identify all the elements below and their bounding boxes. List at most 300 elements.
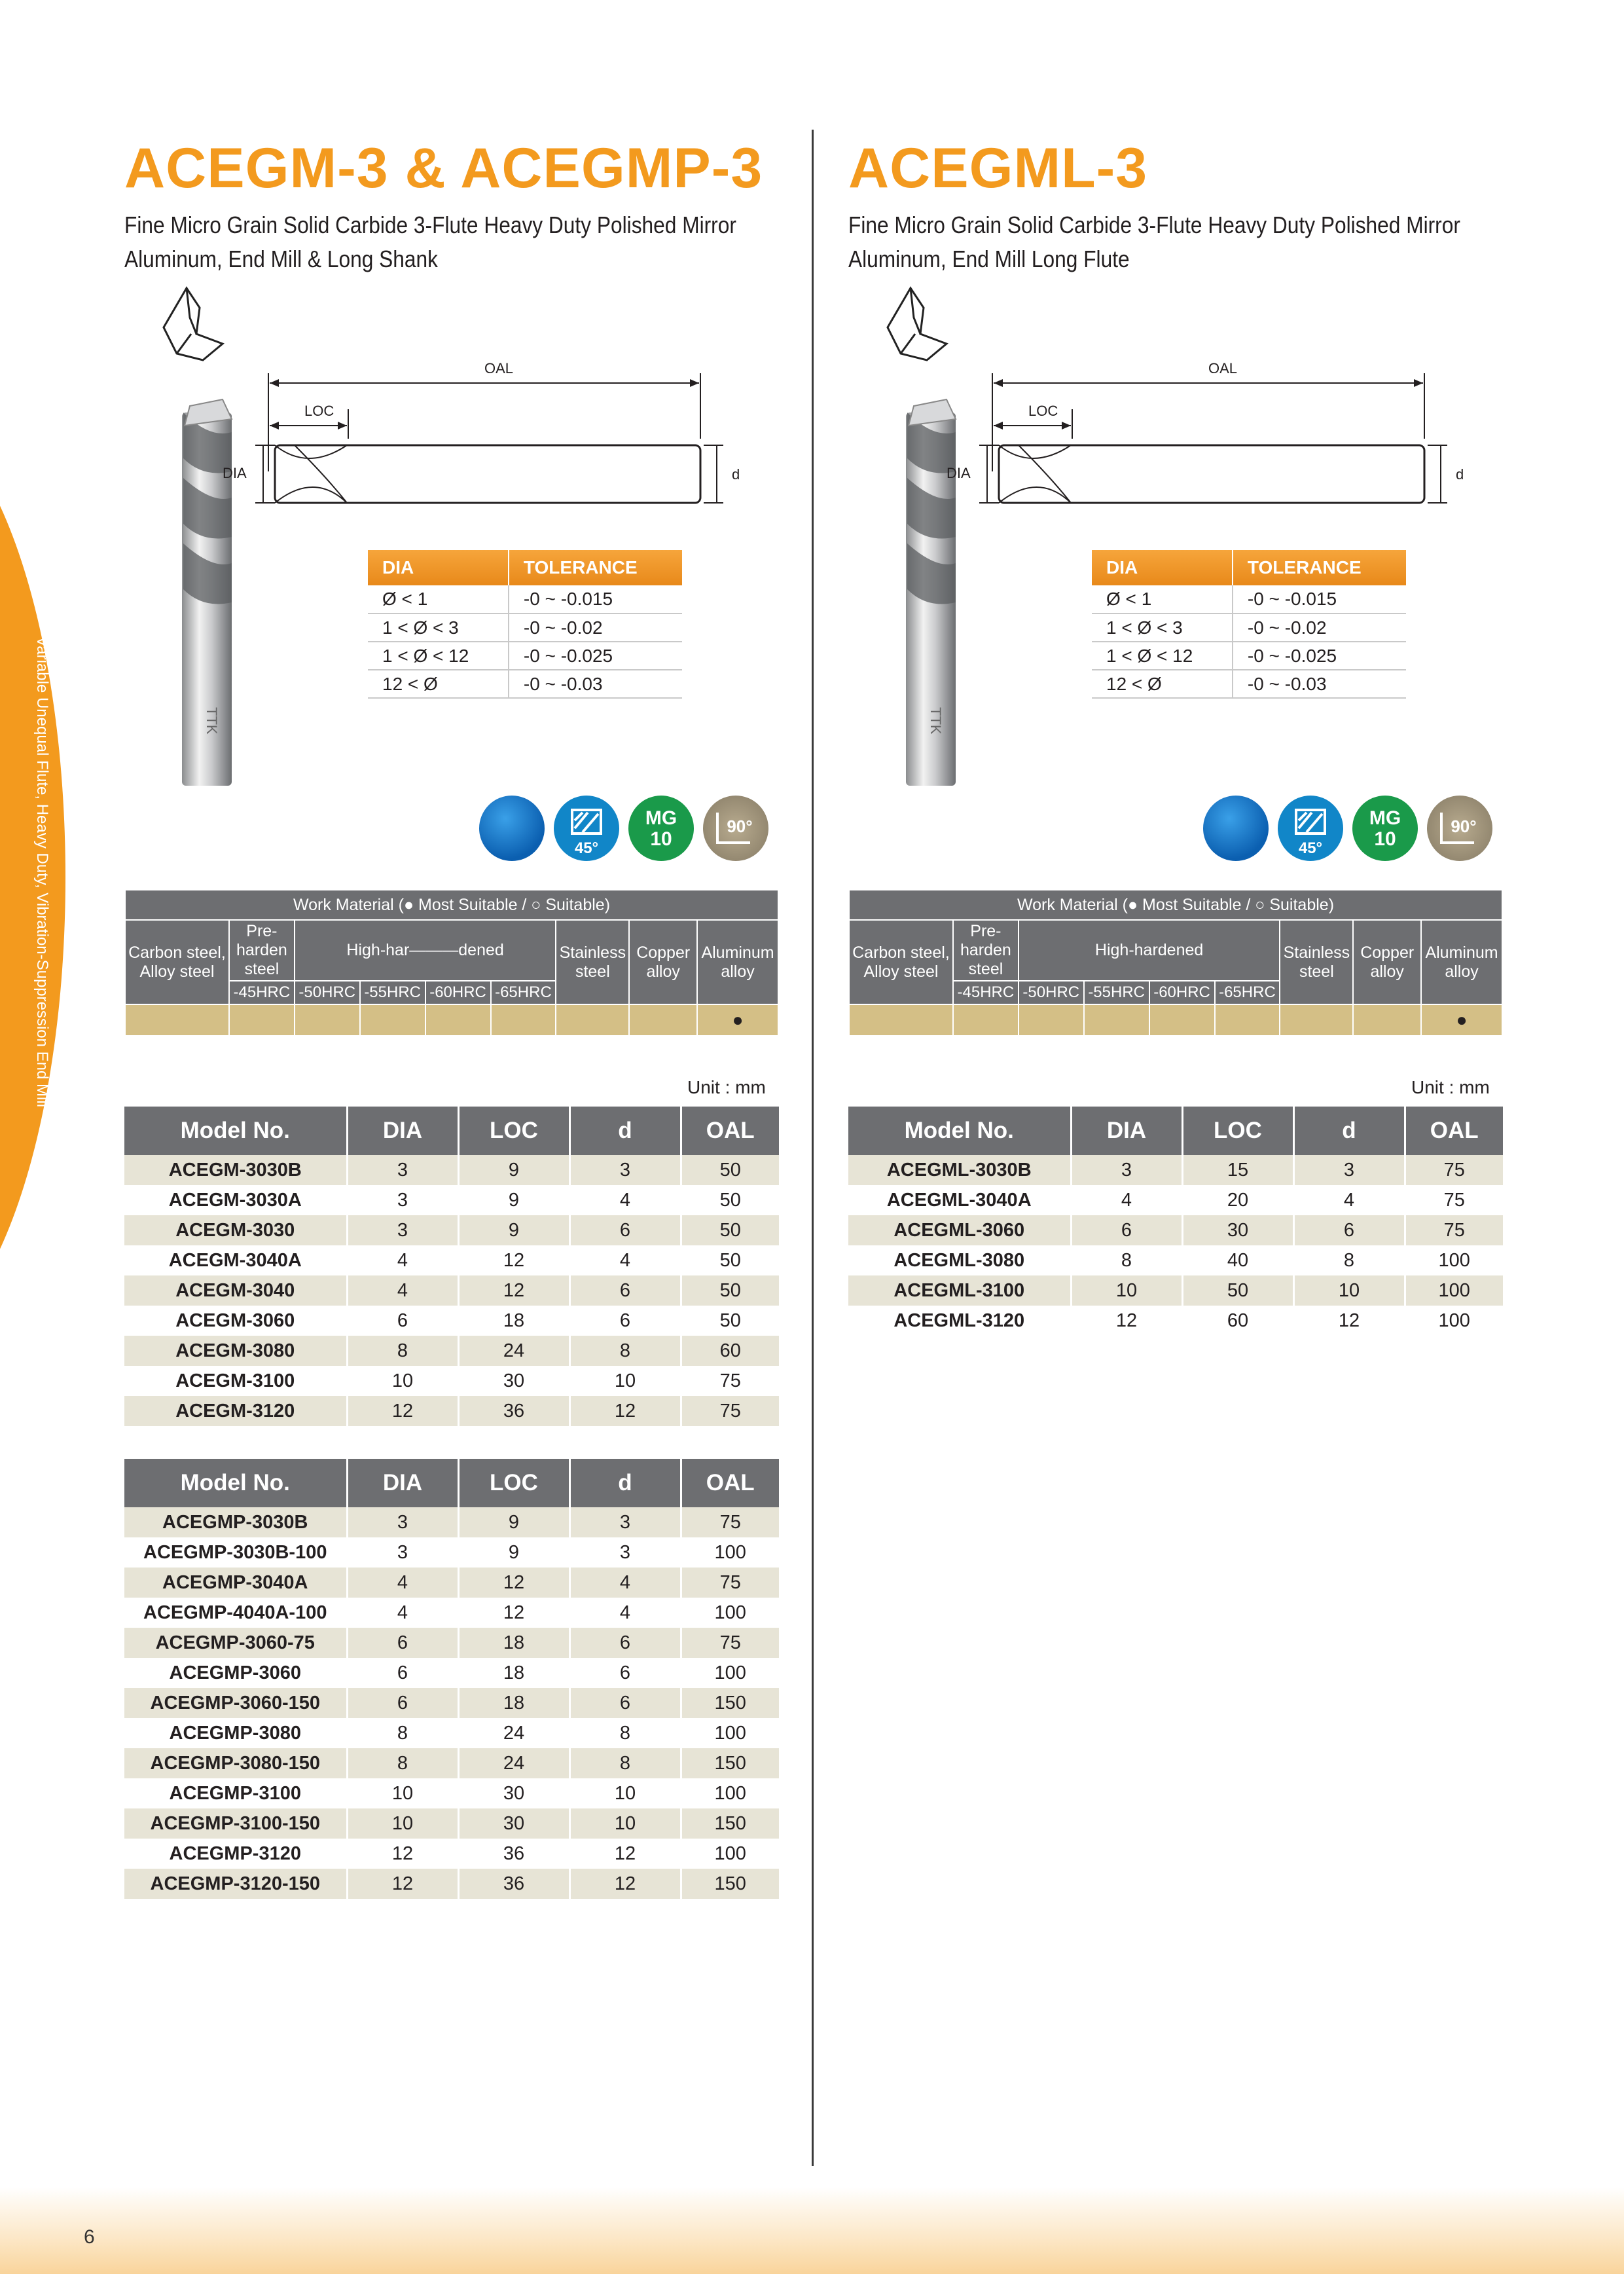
hardness-range: -60HRC [1149,981,1215,1004]
tolerance-row [1092,585,1406,614]
dimension-cell: 50 [681,1306,779,1336]
svg-text:TTK: TTK [204,707,220,735]
dimension-cell: 150 [681,1808,779,1839]
dimension-cell: 24 [458,1336,569,1366]
dimension-cell: 12 [347,1839,458,1869]
product-title: ACEGM-3 & ACEGMP-3 [124,137,763,200]
dimension-cell: 75 [681,1396,779,1426]
column-header: d [569,1107,681,1155]
work-material-table [124,889,779,1036]
dimension-cell: 8 [347,1718,458,1748]
dimension-cell: 3 [347,1507,458,1537]
dimension-cell: 50 [681,1215,779,1245]
tolerance-cell: Ø < 1 [368,585,509,614]
dimension-cell: 100 [681,1839,779,1869]
page-number: 6 [84,2226,95,2248]
tolerance-row [1092,642,1406,670]
material-copper: Copper alloy [1353,920,1421,1004]
model-number-cell: ACEGMP-3120 [124,1839,347,1869]
table-row [124,1336,779,1366]
tolerance-row [1092,614,1406,642]
hardness-range: -55HRC [1084,981,1149,1004]
dimension-cell: 150 [681,1748,779,1778]
tolerance-row [368,642,682,670]
shank-d-label: d [1456,466,1464,483]
dimension-cell: 50 [681,1275,779,1306]
hardness-range: -50HRC [295,981,360,1004]
dimension-cell: 30 [458,1778,569,1808]
spec-table-main [124,1107,779,1426]
subtitle-line-1: Fine Micro Grain Solid Carbide 3-Flute Heavy Duty Polished Mirror [124,211,736,238]
corner-angle-icon [703,796,768,861]
material-pre-harden: Pre-harden steel [229,920,295,981]
helix-angle-icon [1278,796,1343,861]
dimension-cell: 12 [458,1275,569,1306]
tolerance-cell: -0 ~ -0.025 [1233,642,1406,670]
table-row [124,1185,779,1215]
material-high-hardened: High-har———dened [295,920,556,981]
column-header: LOC [458,1459,569,1507]
svg-text:MG: MG [645,807,677,829]
model-number-cell: ACEGM-3100 [124,1366,347,1396]
table-row [848,1155,1503,1185]
svg-text:10: 10 [1374,828,1396,850]
svg-text:TTK: TTK [928,707,944,735]
dimension-cell: 8 [1071,1245,1182,1275]
tolerance-cell: -0 ~ -0.03 [509,670,682,698]
suitability-mark [229,1004,295,1036]
dimension-cell: 50 [681,1185,779,1215]
tolerance-cell: -0 ~ -0.03 [1233,670,1406,698]
column-header: DIA [347,1107,458,1155]
tolerance-header: TOLERANCE [509,550,682,585]
spec-table-long-shank [124,1459,779,1899]
model-number-cell: ACEGMP-3040A [124,1568,347,1598]
dimension-cell: 60 [1182,1306,1293,1336]
column-header: OAL [1405,1107,1503,1155]
dimension-cell: 12 [458,1245,569,1275]
dimension-cell: 36 [458,1839,569,1869]
loc-label: LOC [304,403,334,419]
model-number-cell: ACEGML-3100 [848,1275,1071,1306]
dimension-cell: 150 [681,1688,779,1718]
tolerance-row [368,614,682,642]
dimension-cell: 18 [458,1628,569,1658]
dimension-cell: 30 [458,1366,569,1396]
dimension-cell: 10 [569,1808,681,1839]
dimension-cell: 24 [458,1748,569,1778]
tolerance-cell: -0 ~ -0.015 [509,585,682,614]
left-column [124,0,805,2226]
tolerance-cell: -0 ~ -0.015 [1233,585,1406,614]
model-number-cell: ACEGM-3080 [124,1336,347,1366]
table-row [124,1155,779,1185]
table-row [124,1808,779,1839]
dimension-cell: 4 [347,1568,458,1598]
tolerance-row [368,585,682,614]
tolerance-cell: 1 < Ø < 12 [368,642,509,670]
material-aluminum: Aluminum alloy [1421,920,1502,1004]
model-number-cell: ACEGMP-3030B-100 [124,1537,347,1568]
model-number-cell: ACEGMP-3080-150 [124,1748,347,1778]
dimension-cell: 15 [1182,1155,1293,1185]
suitability-mark [1019,1004,1084,1036]
tolerance-header: DIA [368,550,509,585]
dimension-cell: 18 [458,1658,569,1688]
dimension-cell: 8 [1293,1245,1405,1275]
dimension-cell: 9 [458,1537,569,1568]
oal-label: OAL [1208,360,1238,376]
material-stainless: Stainless steel [1280,920,1353,1004]
table-row [124,1537,779,1568]
dimension-cell: 3 [1071,1155,1182,1185]
suitability-mark [125,1004,229,1036]
dimension-cell: 18 [458,1688,569,1718]
product-title: ACEGML-3 [848,137,1148,200]
table-row [124,1748,779,1778]
suitability-mark [953,1004,1019,1036]
dimension-cell: 6 [569,1628,681,1658]
spec-table-main [848,1107,1503,1336]
dimension-cell: 100 [681,1598,779,1628]
coating-icon [479,796,545,861]
column-header: Model No. [124,1459,347,1507]
unit-label: Unit : mm [687,1077,766,1097]
dimension-cell: 100 [1405,1275,1503,1306]
material-stainless: Stainless steel [556,920,629,1004]
svg-text:45°: 45° [574,839,599,857]
hardness-range: -55HRC [360,981,425,1004]
dimension-cell: 75 [1405,1185,1503,1215]
corner-angle-icon [1427,796,1492,861]
suitability-mark [849,1004,953,1036]
table-row [848,1306,1503,1336]
dimension-cell: 10 [1071,1275,1182,1306]
dimension-cell: 75 [1405,1215,1503,1245]
tolerance-table [1092,550,1406,699]
table-row [124,1628,779,1658]
suitability-mark: ● [697,1004,778,1036]
product-subtitle [848,208,1460,276]
dimension-cell: 9 [458,1185,569,1215]
feature-icons [479,796,780,861]
column-divider [812,130,814,2166]
dimension-cell: 3 [1293,1155,1405,1185]
dimension-cell: 30 [458,1808,569,1839]
tolerance-cell: -0 ~ -0.02 [509,614,682,642]
dimension-cell: 100 [681,1658,779,1688]
mg-grade-icon [1352,796,1418,861]
helix-angle-icon [554,796,619,861]
suitability-mark: ● [1421,1004,1502,1036]
dimension-cell: 12 [569,1869,681,1899]
dimension-cell: 4 [569,1568,681,1598]
model-number-cell: ACEGMP-3060-75 [124,1628,347,1658]
svg-text:45°: 45° [1298,839,1323,857]
tolerance-header: TOLERANCE [1233,550,1406,585]
dimension-cell: 75 [681,1507,779,1537]
dimension-cell: 6 [347,1628,458,1658]
dimension-cell: 8 [569,1336,681,1366]
dimension-cell: 3 [347,1537,458,1568]
dimension-cell: 10 [347,1778,458,1808]
tolerance-cell: -0 ~ -0.02 [1233,614,1406,642]
column-header: d [569,1459,681,1507]
suitability-mark [1215,1004,1280,1036]
dimension-cell: 9 [458,1507,569,1537]
dimension-cell: 12 [569,1396,681,1426]
suitability-mark [556,1004,629,1036]
tolerance-cell: 1 < Ø < 3 [1092,614,1233,642]
tolerance-cell: 12 < Ø [368,670,509,698]
table-row [124,1869,779,1899]
dimension-cell: 4 [1071,1185,1182,1215]
dimension-cell: 4 [569,1245,681,1275]
dimension-cell: 6 [569,1688,681,1718]
table-row [848,1215,1503,1245]
hardness-range: -60HRC [425,981,491,1004]
model-number-cell: ACEGML-3030B [848,1155,1071,1185]
dimension-cell: 3 [569,1155,681,1185]
model-number-cell: ACEGMP-4040A-100 [124,1598,347,1628]
svg-text:90°: 90° [1451,816,1477,836]
dimension-cell: 3 [347,1215,458,1245]
table-row [124,1568,779,1598]
dimension-cell: 4 [1293,1185,1405,1215]
dimension-cell: 10 [569,1778,681,1808]
dimension-cell: 20 [1182,1185,1293,1215]
suitability-mark [1084,1004,1149,1036]
model-number-cell: ACEGML-3120 [848,1306,1071,1336]
model-number-cell: ACEGML-3080 [848,1245,1071,1275]
dimension-cell: 3 [347,1155,458,1185]
footer-band [0,2187,1624,2274]
table-row [124,1507,779,1537]
column-header: DIA [1071,1107,1182,1155]
hardness-range: -65HRC [1215,981,1280,1004]
suitability-mark [1149,1004,1215,1036]
table-row [124,1366,779,1396]
column-header: LOC [1182,1107,1293,1155]
dimension-cell: 75 [681,1628,779,1658]
coating-icon [1203,796,1269,861]
end-mill-image [151,282,249,792]
table-row [124,1396,779,1426]
dimension-cell: 10 [347,1808,458,1839]
svg-text:10: 10 [650,828,672,850]
work-material-title: Work Material (● Most Suitable / ○ Suitable) [849,890,1502,920]
tolerance-cell: 12 < Ø [1092,670,1233,698]
dimension-cell: 9 [458,1155,569,1185]
suitability-mark [491,1004,556,1036]
dimension-cell: 12 [569,1839,681,1869]
table-row [848,1245,1503,1275]
hardness-range: -45HRC [229,981,295,1004]
dimension-drawing [223,340,772,511]
product-subtitle [124,208,736,276]
column-header: LOC [458,1107,569,1155]
material-pre-harden: Pre-harden steel [953,920,1019,981]
dimension-cell: 10 [347,1366,458,1396]
dimension-cell: 9 [458,1215,569,1245]
dimension-cell: 30 [1182,1215,1293,1245]
series-label: U Series [54,636,77,721]
dimension-cell: 3 [569,1507,681,1537]
column-header: OAL [681,1459,779,1507]
tolerance-cell: -0 ~ -0.025 [509,642,682,670]
model-number-cell: ACEGMP-3080 [124,1718,347,1748]
oal-label: OAL [484,360,514,376]
dimension-cell: 50 [681,1155,779,1185]
table-row [124,1215,779,1245]
model-number-cell: ACEGML-3060 [848,1215,1071,1245]
dimension-cell: 3 [569,1537,681,1568]
dimension-cell: 8 [569,1748,681,1778]
dimension-cell: 3 [347,1185,458,1215]
work-material-title: Work Material (● Most Suitable / ○ Suitable) [125,890,778,920]
column-header: Model No. [124,1107,347,1155]
material-carbon-steel: Carbon steel, Alloy steel [849,920,953,1004]
table-row [124,1658,779,1688]
suitability-mark [295,1004,360,1036]
dimension-cell: 12 [347,1396,458,1426]
dimension-cell: 10 [569,1366,681,1396]
hardness-range: -45HRC [953,981,1019,1004]
unit-label: Unit : mm [1411,1077,1490,1097]
table-row [124,1778,779,1808]
loc-label: LOC [1028,403,1058,419]
model-number-cell: ACEGM-3120 [124,1396,347,1426]
material-aluminum: Aluminum alloy [697,920,778,1004]
model-number-cell: ACEGMP-3100 [124,1778,347,1808]
dimension-cell: 36 [458,1396,569,1426]
dimension-cell: 4 [347,1275,458,1306]
table-row [124,1245,779,1275]
end-face-icon [164,288,223,360]
dimension-cell: 4 [569,1598,681,1628]
dimension-cell: 4 [569,1185,681,1215]
tolerance-row [368,670,682,698]
dimension-cell: 10 [1293,1275,1405,1306]
dimension-cell: 8 [347,1748,458,1778]
dimension-cell: 4 [347,1598,458,1628]
dimension-cell: 75 [681,1366,779,1396]
right-column [848,0,1529,2226]
work-material-table [848,889,1503,1036]
dimension-cell: 100 [1405,1306,1503,1336]
table-row [848,1185,1503,1215]
dimension-cell: 100 [681,1778,779,1808]
hardness-range: -50HRC [1019,981,1084,1004]
model-number-cell: ACEGM-3060 [124,1306,347,1336]
subtitle-line-1: Fine Micro Grain Solid Carbide 3-Flute Heavy Duty Polished Mirror [848,211,1460,238]
dimension-cell: 6 [347,1306,458,1336]
model-number-cell: ACEGMP-3100-150 [124,1808,347,1839]
subtitle-line-2: Aluminum, End Mill & Long Shank [124,246,438,272]
dimension-cell: 6 [347,1688,458,1718]
dimension-cell: 50 [1182,1275,1293,1306]
material-high-hardened: High-hardened [1019,920,1280,981]
dimension-cell: 6 [1293,1215,1405,1245]
hardness-range: -65HRC [491,981,556,1004]
dimension-cell: 75 [681,1568,779,1598]
end-mill-image [875,282,973,792]
dimension-cell: 36 [458,1869,569,1899]
table-row [124,1839,779,1869]
material-copper: Copper alloy [629,920,697,1004]
suitability-mark [629,1004,697,1036]
dimension-cell: 100 [1405,1245,1503,1275]
table-row [124,1306,779,1336]
column-header: DIA [347,1459,458,1507]
dimension-cell: 12 [347,1869,458,1899]
side-tab-text [33,636,77,1330]
column-header: d [1293,1107,1405,1155]
table-row [124,1718,779,1748]
tolerance-cell: Ø < 1 [1092,585,1233,614]
dimension-cell: 6 [569,1658,681,1688]
dimension-cell: 6 [569,1306,681,1336]
dimension-drawing [947,340,1496,511]
suitability-mark [425,1004,491,1036]
dimension-cell: 100 [681,1537,779,1568]
tolerance-cell: 1 < Ø < 12 [1092,642,1233,670]
dimension-cell: 150 [681,1869,779,1899]
tolerance-header: DIA [1092,550,1233,585]
material-carbon-steel: Carbon steel, Alloy steel [125,920,229,1004]
series-description: Variable Unequal Flute, Heavy Duty, Vibration-Suppression End Mill [33,636,51,1108]
table-row [124,1688,779,1718]
column-header: Model No. [848,1107,1071,1155]
table-row [124,1598,779,1628]
dimension-cell: 8 [569,1718,681,1748]
tolerance-table [368,550,682,699]
model-number-cell: ACEGM-3030B [124,1155,347,1185]
model-number-cell: ACEGMP-3060 [124,1658,347,1688]
shank-d-label: d [732,466,740,483]
suitability-mark [1280,1004,1353,1036]
tolerance-row [1092,670,1406,698]
table-row [848,1275,1503,1306]
dimension-cell: 6 [347,1658,458,1688]
tolerance-cell: 1 < Ø < 3 [368,614,509,642]
dimension-cell: 100 [681,1718,779,1748]
dimension-cell: 4 [347,1245,458,1275]
model-number-cell: ACEGMP-3120-150 [124,1869,347,1899]
dimension-cell: 60 [681,1336,779,1366]
svg-text:90°: 90° [727,816,753,836]
table-row [124,1275,779,1306]
model-number-cell: ACEGML-3040A [848,1185,1071,1215]
dimension-cell: 24 [458,1718,569,1748]
dimension-cell: 50 [681,1245,779,1275]
end-face-icon [888,288,947,360]
dimension-cell: 6 [1071,1215,1182,1245]
svg-text:MG: MG [1369,807,1401,829]
dimension-cell: 40 [1182,1245,1293,1275]
dimension-cell: 18 [458,1306,569,1336]
dimension-cell: 8 [347,1336,458,1366]
dimension-cell: 6 [569,1275,681,1306]
dimension-cell: 6 [569,1215,681,1245]
dimension-cell: 12 [1071,1306,1182,1336]
subtitle-line-2: Aluminum, End Mill Long Flute [848,246,1130,272]
mg-grade-icon [628,796,694,861]
model-number-cell: ACEGM-3040 [124,1275,347,1306]
dimension-cell: 75 [1405,1155,1503,1185]
suitability-mark [360,1004,425,1036]
model-number-cell: ACEGM-3030A [124,1185,347,1215]
